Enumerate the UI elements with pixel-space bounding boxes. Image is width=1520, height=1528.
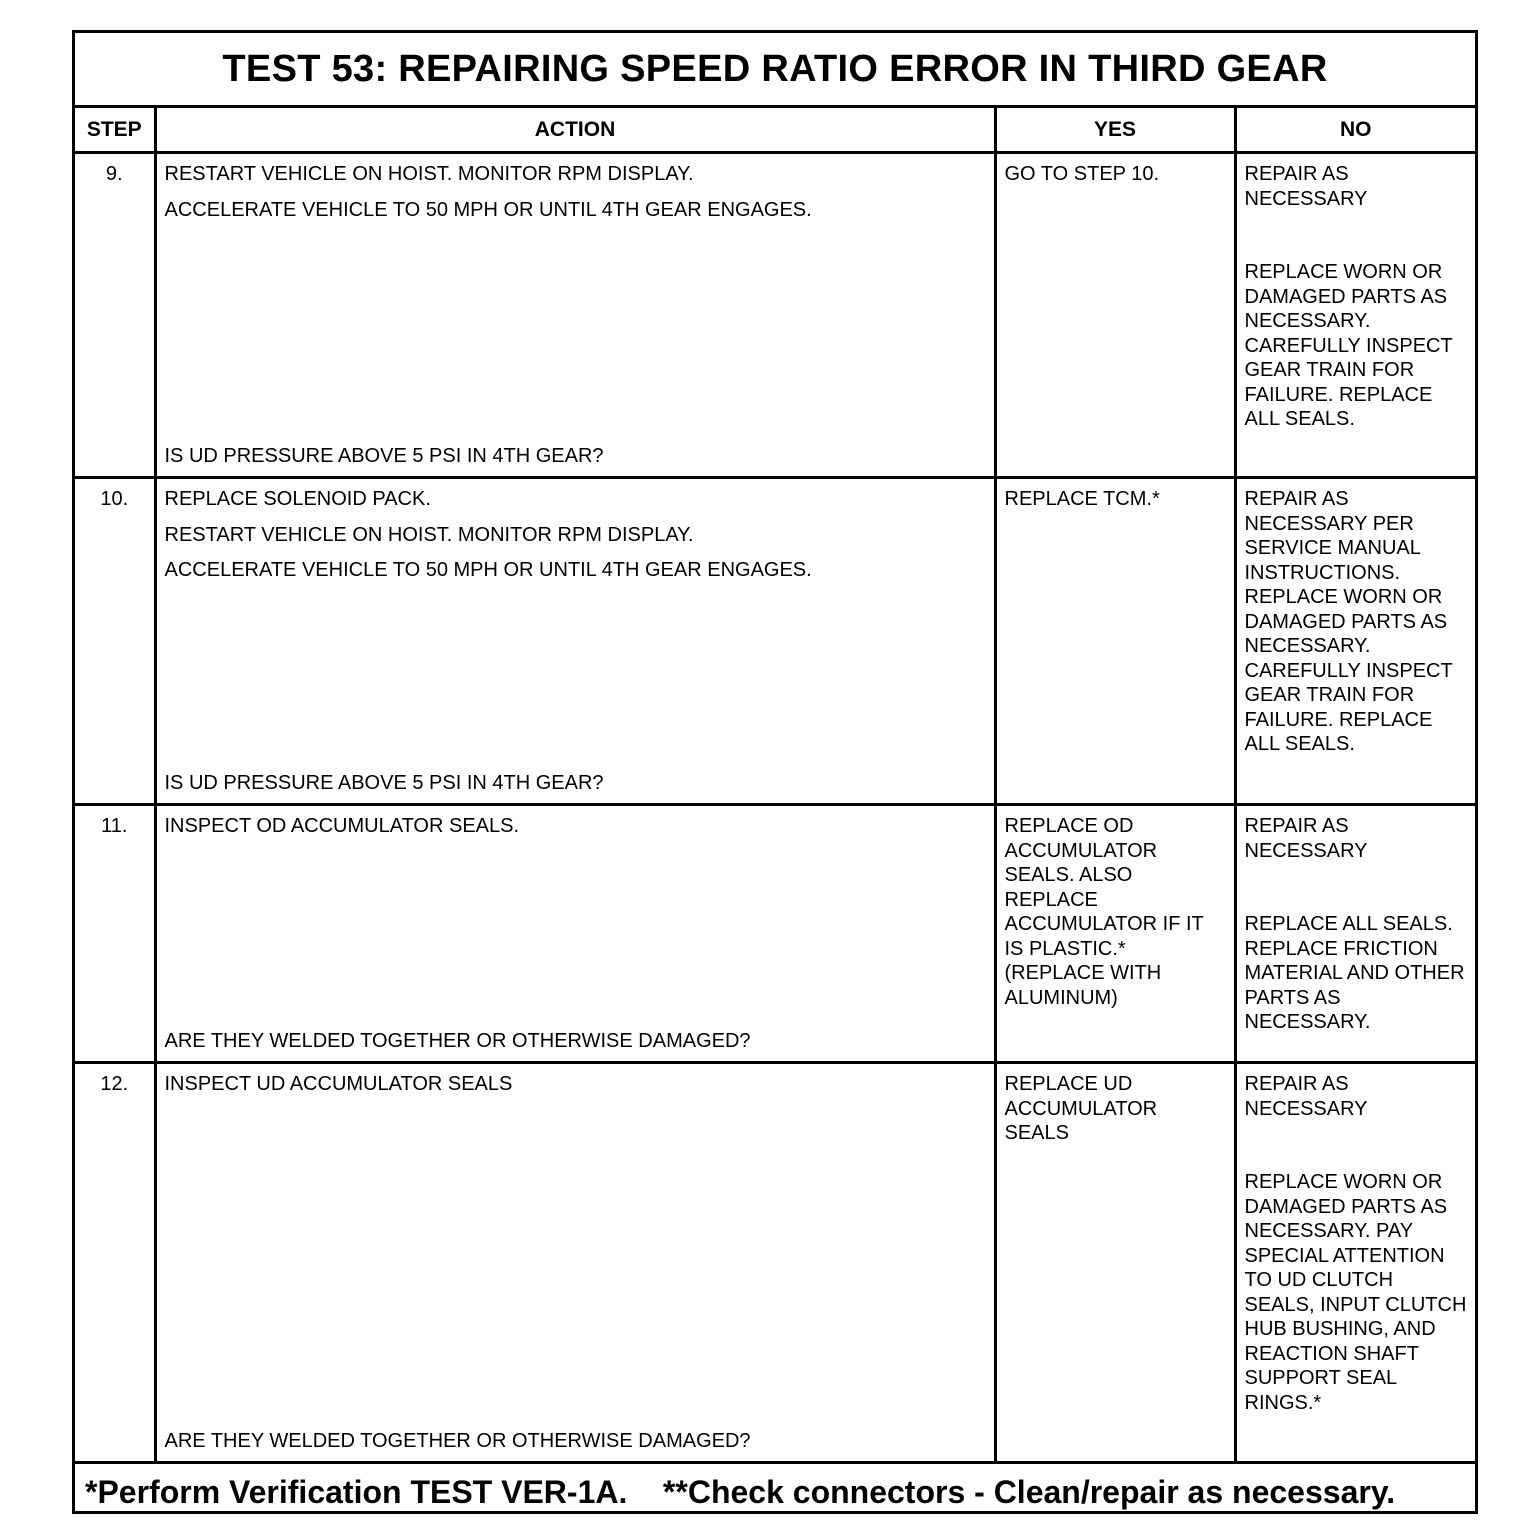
procedure-sheet — [72, 30, 1478, 1514]
table-row — [75, 805, 1475, 1063]
action-line: RESTART VEHICLE ON HOIST. MONITOR RPM DISPLAY. — [164, 523, 694, 546]
yes-cell: GO TO STEP 10. — [995, 153, 1235, 478]
table-row — [75, 153, 1475, 478]
action-line: ACCELERATE VEHICLE TO 50 MPH OR UNTIL 4TH GEAR ENGAGES. — [164, 559, 812, 581]
header-no: NO — [1235, 108, 1475, 153]
action-cell — [155, 805, 995, 1063]
action-question: IS UD PRESSURE ABOVE 5 PSI IN 4TH GEAR? — [164, 771, 604, 794]
action-line: ACCELERATE VEHICLE TO 50 MPH OR UNTIL 4TH GEAR ENGAGES. — [164, 198, 812, 221]
action-question: IS UD PRESSURE ABOVE 5 PSI IN 4TH GEAR? — [164, 444, 604, 467]
step-number: 12. — [75, 1063, 155, 1463]
table-header-row — [75, 108, 1475, 153]
no-text: REPAIR AS NECESSARY PER SERVICE MANUAL INSTRUCTIONS. REPLACE WORN OR DAMAGED PARTS AS NECESSARY. CAREFULLY INSPECT GEAR TRAIN FOR FAILURE. REPLACE ALL SEALS. — [1244, 488, 1453, 755]
action-line: REPLACE SOLENOID PACK. — [164, 488, 431, 510]
footnote: *Perform Verification TEST VER-1A. **Check connectors - Clean/repair as necessary. — [85, 1473, 1396, 1510]
header-action: ACTION — [155, 108, 995, 153]
no-text: REPAIR AS NECESSARY — [1244, 1073, 1368, 1120]
action-cell — [155, 1063, 995, 1463]
no-text: REPAIR AS NECESSARY — [1244, 163, 1368, 210]
yes-cell: REPLACE UD ACCUMULATOR SEALS — [995, 1063, 1235, 1463]
no-text: REPAIR AS NECESSARY — [1244, 815, 1368, 862]
action-cell — [155, 478, 995, 805]
no-cell — [1235, 805, 1475, 1063]
action-line: RESTART VEHICLE ON HOIST. MONITOR RPM DISPLAY. — [164, 163, 694, 185]
step-number: 11. — [75, 805, 155, 1063]
yes-cell: REPLACE TCM.* — [995, 478, 1235, 805]
no-cell — [1235, 478, 1475, 805]
table-row — [75, 478, 1475, 805]
procedure-table — [75, 108, 1475, 1464]
action-question: ARE THEY WELDED TOGETHER OR OTHERWISE DAMAGED? — [164, 1429, 751, 1452]
no-text: REPLACE ALL SEALS. REPLACE FRICTION MATERIAL AND OTHER PARTS AS NECESSARY. — [1244, 913, 1465, 1033]
step-number: 10. — [75, 478, 155, 805]
no-cell — [1235, 1063, 1475, 1463]
no-text: REPLACE WORN OR DAMAGED PARTS AS NECESSARY. PAY SPECIAL ATTENTION TO UD CLUTCH SEALS, INPUT CLUTCH HUB BUSHING, AND REACTION SHAFT SUPPORT SEAL RINGS.* — [1244, 1171, 1467, 1414]
table-row — [75, 1063, 1475, 1463]
action-question: ARE THEY WELDED TOGETHER OR OTHERWISE DAMAGED? — [164, 1029, 751, 1052]
header-step: STEP — [75, 108, 155, 153]
action-line: INSPECT UD ACCUMULATOR SEALS — [164, 1073, 513, 1095]
page-title: TEST 53: REPAIRING SPEED RATIO ERROR IN THIRD GEAR — [75, 33, 1475, 108]
header-yes: YES — [995, 108, 1235, 153]
no-cell — [1235, 153, 1475, 478]
no-text: REPLACE WORN OR DAMAGED PARTS AS NECESSARY. CAREFULLY INSPECT GEAR TRAIN FOR FAILURE. REPLACE ALL SEALS. — [1244, 261, 1453, 430]
yes-cell: REPLACE OD ACCUMULATOR SEALS. ALSO REPLACE ACCUMULATOR IF IT IS PLASTIC.* (REPLACE WITH ALUMINUM) — [995, 805, 1235, 1063]
action-cell — [155, 153, 995, 478]
action-line: INSPECT OD ACCUMULATOR SEALS. — [164, 815, 520, 837]
step-number: 9. — [75, 153, 155, 478]
